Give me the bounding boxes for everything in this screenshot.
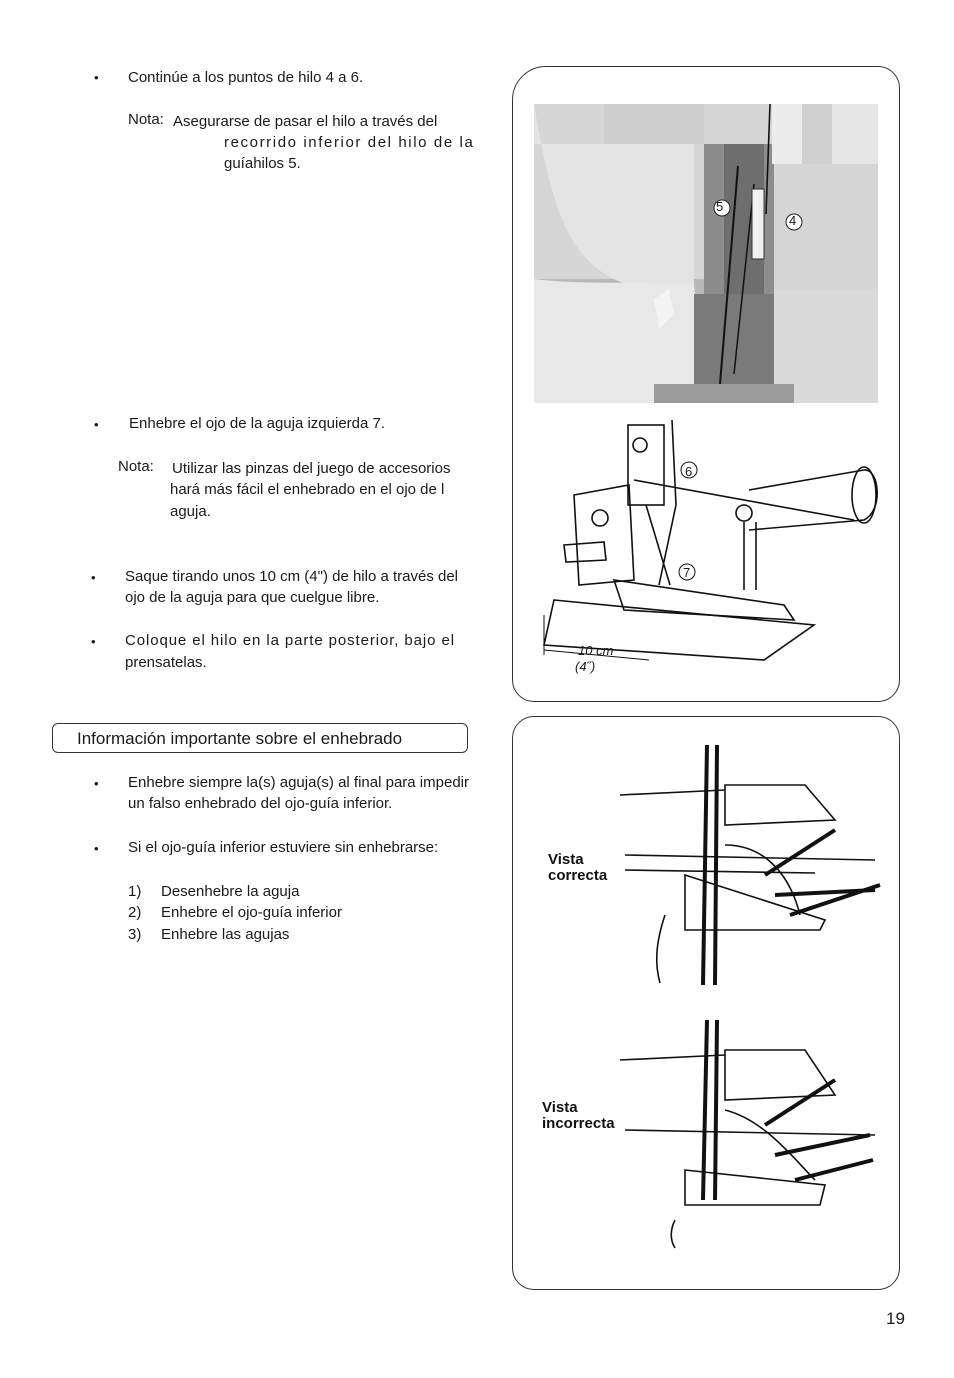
section-title-box	[52, 723, 468, 753]
step-text: Desenhebre la aguja	[161, 883, 300, 900]
measure-label-in: (4˝)	[575, 659, 596, 674]
bullet-dot: •	[91, 634, 96, 649]
instruction-pull-thread-cont: ojo de la aguja para que cuelgue libre.	[125, 589, 380, 606]
instruction-thread-needle: Enhebre el ojo de la aguja izquierda 7.	[129, 415, 386, 432]
section-title: Información importante sobre el enhebrado	[77, 729, 403, 748]
step-number: 2)	[128, 904, 142, 921]
step-text: Enhebre las agujas	[161, 926, 290, 943]
incorrect-view-label-cont: incorrecta	[542, 1115, 615, 1132]
bullet-dot: •	[94, 70, 99, 85]
incorrect-view-drawing	[615, 1020, 885, 1250]
step-number: 1)	[128, 883, 142, 900]
note-text-line: Asegurarse de pasar el hilo a través del	[173, 113, 438, 130]
callout-6: 6	[685, 464, 693, 479]
note-text-line: hará más fácil el enhebrado en el ojo de l	[170, 481, 445, 498]
callout-5: 5	[716, 199, 724, 214]
instruction-pull-thread: Saque tirando unos 10 cm (4") de hilo a través del	[125, 568, 459, 585]
step-number: 3)	[128, 926, 142, 943]
correct-view-label: Vista	[548, 851, 584, 868]
instruction-place-thread: Coloque el hilo en la parte posterior, bajo el	[125, 632, 455, 649]
instruction-continue: Continúe a los puntos de hilo 4 a 6.	[128, 69, 364, 86]
bullet-dot: •	[91, 570, 96, 585]
page-number: 19	[886, 1309, 905, 1328]
step-text: Enhebre el ojo-guía inferior	[161, 904, 342, 921]
incorrect-view-label: Vista	[542, 1099, 578, 1116]
bullet-dot: •	[94, 841, 99, 856]
machine-photo	[534, 104, 878, 403]
note-text-line: Utilizar las pinzas del juego de accesorios	[172, 460, 451, 477]
bullet-dot: •	[94, 417, 99, 432]
measure-label-cm: 10 cm	[578, 643, 614, 658]
callout-7: 7	[683, 565, 691, 580]
info-thread-needles-last: Enhebre siempre la(s) aguja(s) al final para impedir	[128, 774, 469, 791]
correct-view-label-cont: correcta	[548, 867, 608, 884]
info-if-unthreaded: Si el ojo-guía inferior estuviere sin enhebrarse:	[128, 839, 439, 856]
note-label: Nota:	[128, 111, 164, 128]
bullet-dot: •	[94, 776, 99, 791]
needle-threading-drawing	[534, 410, 886, 680]
note-text-line: recorrido inferior del hilo de la	[224, 134, 475, 151]
note-text-line: guíahilos 5.	[224, 155, 301, 172]
instruction-place-thread-cont: prensatelas.	[125, 654, 207, 671]
info-thread-needles-last-cont: un falso enhebrado del ojo-guía inferior.	[128, 795, 393, 812]
correct-view-drawing	[615, 745, 885, 985]
callout-4: 4	[789, 213, 797, 228]
note-text-line: aguja.	[170, 503, 211, 520]
note-label: Nota:	[118, 458, 154, 475]
